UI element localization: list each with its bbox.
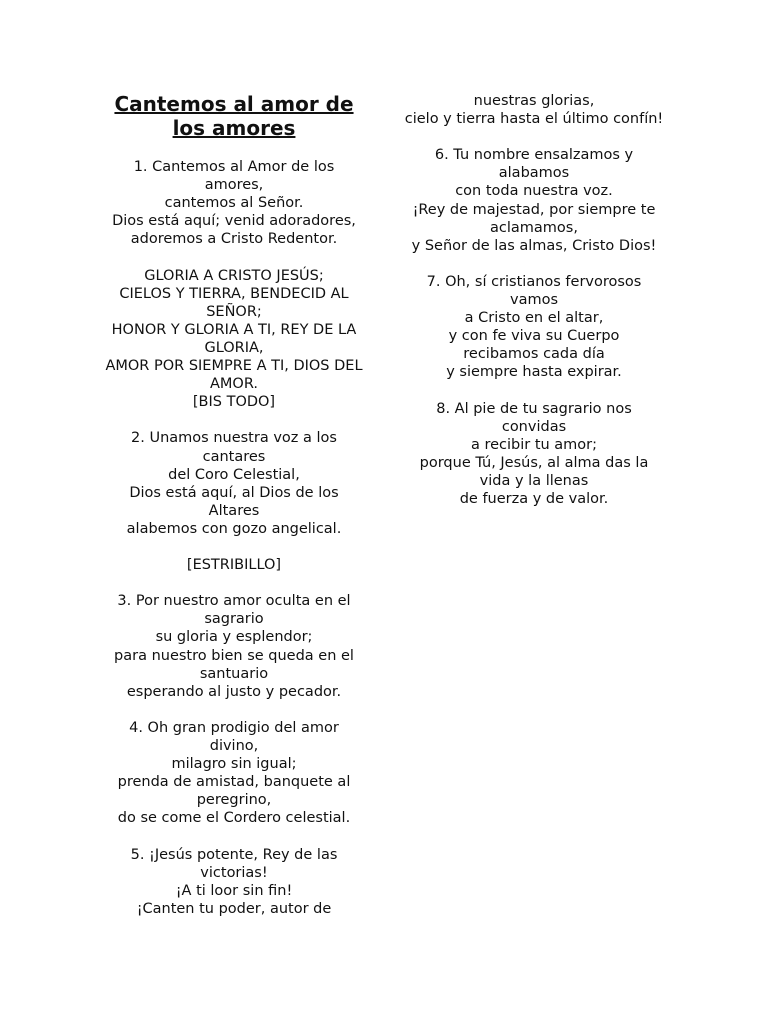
stanza-line: a recibir tu amor; <box>470 436 598 453</box>
stanza-line: adoremos a Cristo Redentor. <box>130 231 338 248</box>
stanza <box>404 273 664 382</box>
stanza-line: milagro sin igual; <box>171 756 297 773</box>
stanza-line: 5. ¡Jesús potente, Rey de las victorias! <box>130 846 338 881</box>
stanza-line: y siempre hasta expirar. <box>446 364 622 381</box>
stanza <box>404 146 664 255</box>
stanza-line: alabemos con gozo angelical. <box>126 520 342 537</box>
stanza-line: con toda nuestra voz. <box>455 183 613 200</box>
stanza-line: ¡Rey de majestad, por siempre te aclamamos, <box>412 201 656 236</box>
stanza-line: del Coro Celestial, <box>168 466 300 483</box>
right-column <box>404 92 664 526</box>
stanza-line: prenda de amistad, banquete al peregrino, <box>117 774 351 809</box>
stanza <box>104 846 364 918</box>
song-title: Cantemos al amor de los amores <box>114 92 354 140</box>
stanza-line: su gloria y esplendor; <box>155 629 313 646</box>
stanza-line: y con fe viva su Cuerpo <box>448 328 620 345</box>
stanza-line: 2. Unamos nuestra voz a los cantares <box>131 430 337 465</box>
left-column <box>104 90 364 936</box>
stanza-line: ¡Canten tu poder, autor de <box>136 900 332 917</box>
stanza-line: y Señor de las almas, Cristo Dios! <box>411 237 657 254</box>
right-stanzas <box>404 92 664 508</box>
stanza-line: HONOR Y GLORIA A TI, REY DE LA GLORIA, <box>111 321 357 356</box>
stanza-line: 8. Al pie de tu sagrario nos convidas <box>436 400 632 435</box>
stanza-line: 6. Tu nombre ensalzamos y alabamos <box>434 147 634 182</box>
stanza-line: AMOR POR SIEMPRE A TI, DIOS DEL AMOR. <box>105 358 363 393</box>
stanza-line: Dios está aquí; venid adoradores, <box>112 213 356 230</box>
stanza-line: nuestras glorias, <box>473 93 595 109</box>
stanza-line: 4. Oh gran prodigio del amor divino, <box>129 719 339 754</box>
stanza <box>104 158 364 248</box>
stanza-line: do se come el Cordero celestial. <box>117 810 351 827</box>
stanza <box>104 719 364 828</box>
stanza-line: a Cristo en el altar, <box>464 310 604 327</box>
stanza-line: esperando al justo y pecador. <box>126 683 342 700</box>
stanza <box>104 429 364 538</box>
stanza <box>104 556 364 574</box>
stanza-line: [BIS TODO] <box>192 394 276 411</box>
stanza-line: cantemos al Señor. <box>164 195 304 212</box>
stanza-line: Dios está aquí, al Dios de los Altares <box>129 484 339 519</box>
stanza-line: recibamos cada día <box>463 346 605 363</box>
stanza-line: ¡A ti loor sin fin! <box>175 882 293 899</box>
left-stanzas <box>104 158 364 918</box>
stanza-line: para nuestro bien se queda en el santuario <box>114 647 354 682</box>
stanza <box>404 400 664 509</box>
stanza-line: porque Tú, Jesús, al alma das la vida y la llenas <box>419 454 649 489</box>
stanza-line: 3. Por nuestro amor oculta en el sagrario <box>117 593 351 628</box>
stanza-line: de fuerza y de valor. <box>459 491 609 508</box>
stanza <box>404 92 664 128</box>
stanza-line: GLORIA A CRISTO JESÚS; <box>144 267 324 284</box>
stanza-line: 7. Oh, sí cristianos fervorosos vamos <box>426 273 642 309</box>
stanza-line: cielo y tierra hasta el último confín! <box>404 111 664 128</box>
stanza-line: CIELOS Y TIERRA, BENDECID AL SEÑOR; <box>119 285 349 320</box>
stanza-line: [ESTRIBILLO] <box>186 557 282 574</box>
stanza <box>104 592 364 701</box>
stanza-line: 1. Cantemos al Amor de los amores, <box>133 159 335 194</box>
stanza <box>104 267 364 412</box>
